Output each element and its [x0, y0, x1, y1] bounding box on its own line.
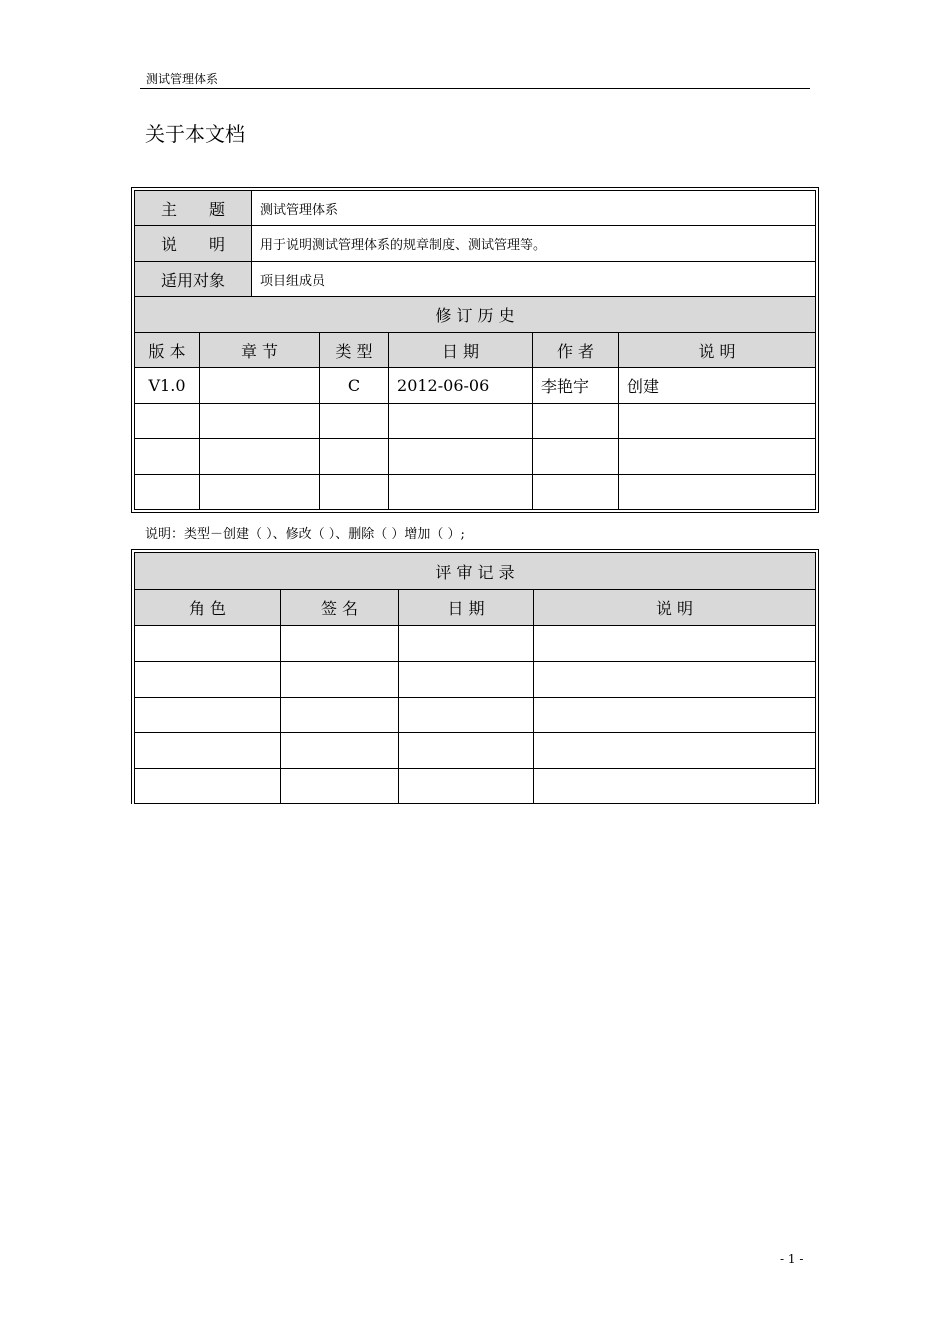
- table-row: [135, 439, 816, 475]
- description-label: 说 明: [135, 226, 252, 262]
- cell-review-description: [534, 698, 816, 733]
- cell-role: [135, 733, 281, 769]
- col-type: 类 型: [320, 333, 389, 368]
- cell-type: [320, 439, 389, 475]
- cell-review-description: [534, 769, 816, 804]
- table-row: [135, 368, 816, 404]
- cell-version: V1.0: [135, 368, 200, 404]
- cell-description: [619, 439, 816, 475]
- review-record-title: 评 审 记 录: [135, 553, 816, 590]
- revision-frame: [131, 187, 819, 513]
- cell-role: [135, 698, 281, 733]
- review-table: [134, 552, 816, 804]
- cell-signature: [281, 698, 399, 733]
- table-row: [135, 662, 816, 698]
- audience-value: 项目组成员: [252, 262, 816, 297]
- cell-date: [389, 439, 533, 475]
- cell-review-description: [534, 733, 816, 769]
- cell-signature: [281, 733, 399, 769]
- cell-description: 创建: [619, 368, 816, 404]
- col-section: 章 节: [200, 333, 320, 368]
- cell-review-date: [399, 626, 534, 662]
- cell-type: C: [320, 368, 389, 404]
- cell-author: [533, 475, 619, 510]
- cell-review-date: [399, 662, 534, 698]
- cell-section: [200, 368, 320, 404]
- cell-date: [389, 404, 533, 439]
- cell-review-description: [534, 662, 816, 698]
- cell-signature: [281, 662, 399, 698]
- cell-signature: [281, 626, 399, 662]
- audience-label: 适用对象: [135, 262, 252, 297]
- header-title: 测试管理体系: [146, 72, 219, 86]
- cell-section: [200, 404, 320, 439]
- cell-author: 李艳宇: [533, 368, 619, 404]
- cell-section: [200, 475, 320, 510]
- cell-version: [135, 475, 200, 510]
- cell-date: [389, 475, 533, 510]
- col-role: 角 色: [135, 590, 281, 626]
- page-number: - 1 -: [780, 1252, 804, 1266]
- table-row: [135, 769, 816, 804]
- cell-date: 2012-06-06: [389, 368, 533, 404]
- col-author: 作 者: [533, 333, 619, 368]
- table-row: [135, 733, 816, 769]
- review-frame: [131, 549, 819, 804]
- revision-table: [134, 190, 816, 510]
- cell-role: [135, 626, 281, 662]
- cell-description: [619, 475, 816, 510]
- table-row: [135, 626, 816, 662]
- cell-review-date: [399, 733, 534, 769]
- cell-author: [533, 439, 619, 475]
- col-review-description: 说 明: [534, 590, 816, 626]
- cell-role: [135, 662, 281, 698]
- revision-history-title: 修 订 历 史: [135, 297, 816, 333]
- col-version: 版 本: [135, 333, 200, 368]
- col-review-date: 日 期: [399, 590, 534, 626]
- cell-author: [533, 404, 619, 439]
- subject-value: 测试管理体系: [252, 191, 816, 226]
- cell-role: [135, 769, 281, 804]
- page-header: [140, 70, 810, 89]
- table-row: [135, 475, 816, 510]
- type-legend-note: 说明：类型－创建（ ）、修改（ ）、删除（ ）增加（ ）;: [145, 527, 465, 542]
- col-date: 日 期: [389, 333, 533, 368]
- cell-version: [135, 404, 200, 439]
- document-title: 关于本文档: [145, 122, 245, 146]
- cell-type: [320, 475, 389, 510]
- table-row: [135, 698, 816, 733]
- cell-review-date: [399, 698, 534, 733]
- description-value: 用于说明测试管理体系的规章制度、测试管理等。: [252, 226, 816, 262]
- cell-description: [619, 404, 816, 439]
- cell-type: [320, 404, 389, 439]
- cell-section: [200, 439, 320, 475]
- cell-review-date: [399, 769, 534, 804]
- subject-label: 主 题: [135, 191, 252, 226]
- cell-version: [135, 439, 200, 475]
- col-description: 说 明: [619, 333, 816, 368]
- col-signature: 签 名: [281, 590, 399, 626]
- table-row: [135, 404, 816, 439]
- cell-review-description: [534, 626, 816, 662]
- cell-signature: [281, 769, 399, 804]
